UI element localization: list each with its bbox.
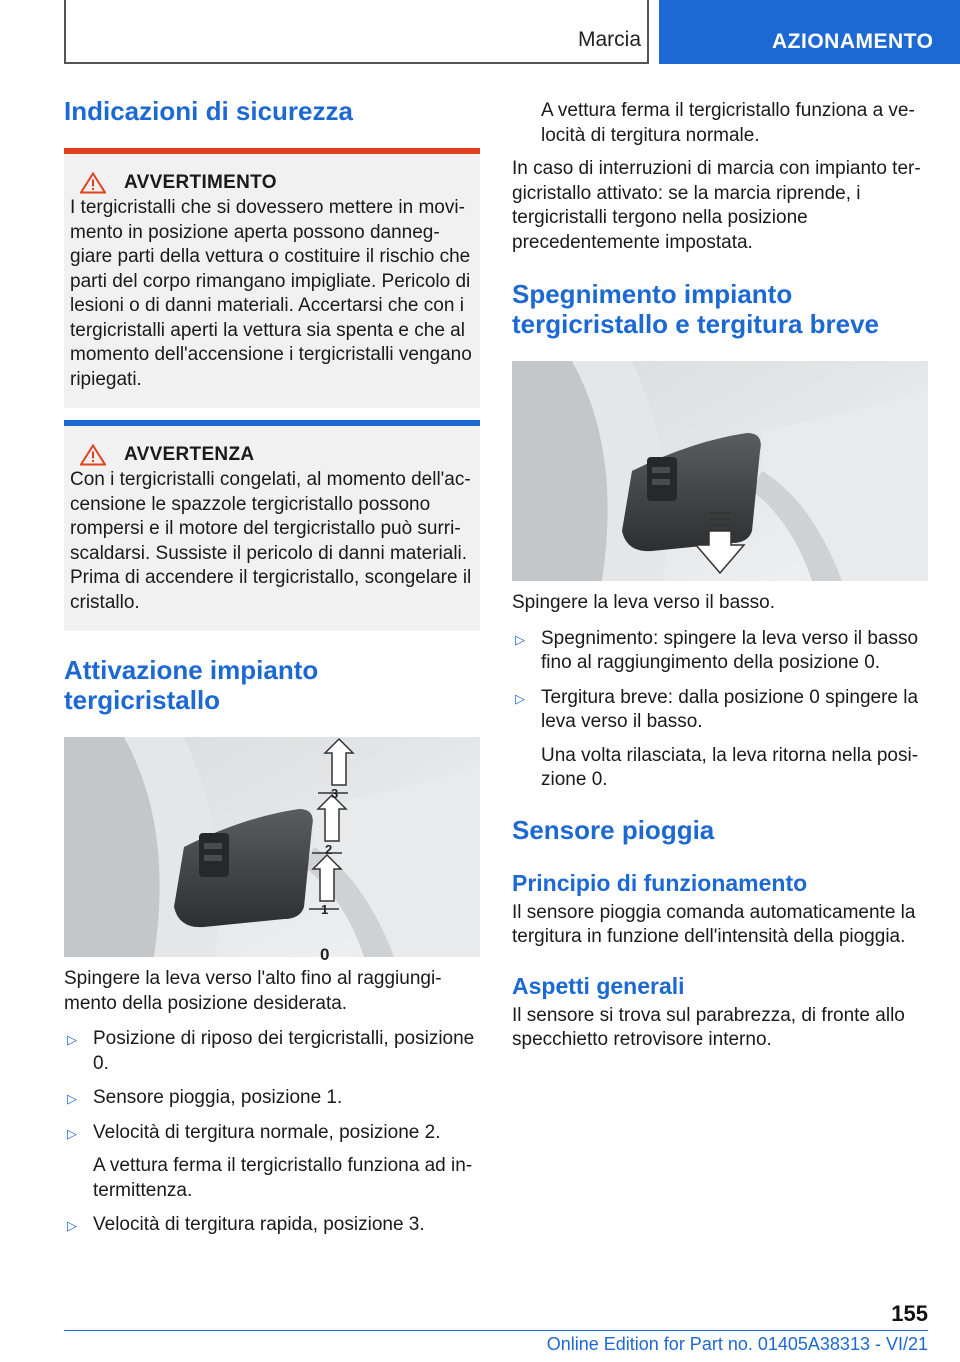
general-text: Il sensore si trova sul parabrezza, di fronte allo specchietto retrovisore interno. <box>512 1004 905 1050</box>
warning-title-row <box>70 172 474 194</box>
general-heading: Aspetti generali <box>512 972 685 999</box>
bullet-triangle-icon: ▷ <box>67 1091 77 1106</box>
right-column <box>512 96 928 1053</box>
safety-heading: Indicazioni di sicurezza <box>64 96 353 126</box>
principle-text: Il sensore pioggia comanda automaticamente la tergitura in funzione dell'intensità della pioggia. <box>512 901 916 947</box>
footer-divider <box>64 1330 928 1331</box>
lever-label-0: 0 <box>320 945 330 964</box>
footer-edition: Online Edition for Part no. 01405A38313 - VI/21 <box>546 1334 928 1354</box>
lever-up-illustration <box>64 737 480 957</box>
list-item: ▷ Tergitura breve: dalla posizione 0 spingere la leva verso il basso. <box>512 686 928 735</box>
bullet-triangle-icon: ▷ <box>67 1218 77 1233</box>
lever-label-2: 2 <box>325 842 333 857</box>
bullet-triangle-icon: ▷ <box>515 631 525 647</box>
warning-box <box>64 148 480 408</box>
header-section-tab <box>64 0 649 64</box>
caution-title: AVVERTENZA <box>124 444 255 465</box>
bullet-sub-text: A vettura ferma il tergicristallo funziona ad intermittenza. <box>93 1155 473 1201</box>
left-column <box>64 96 480 1238</box>
header-section-label: Marcia <box>577 28 641 51</box>
rain-sensor-heading: Sensore pioggia <box>512 814 715 845</box>
list-item: ▷ Sensore pioggia, posizione 1. <box>64 1086 480 1111</box>
list-item: ▷ Velocità di tergitura rapida, posizione 3. <box>64 1213 480 1238</box>
continued-sub-text: A vettura ferma il tergicristallo funziona a velocità di tergitura normale. <box>541 100 915 146</box>
interruption-text: In caso di interruzioni di marcia con impianto tergicristallo attivato: se la marcia riprende, i tergicristalli tergono nella posizione precedentemente impostata. <box>512 158 921 253</box>
list-item: ▷ Velocità di tergitura normale, posizione 2. <box>64 1121 480 1146</box>
caution-title-row <box>70 444 474 466</box>
warning-triangle-icon <box>80 172 106 194</box>
principle-heading: Principio di funzionamento <box>512 869 808 896</box>
warning-title: AVVERTIMENTO <box>124 172 277 193</box>
caution-text: Con i tergicristalli congelati, al momento dell'accensione le spazzole tergicristallo possono rompersi e il motore del tergicristallo può surriscaldarsi. Sussiste il pericolo di danni materiali. Prima di accendere il tergicristallo, scongelare il cristallo. <box>70 469 472 613</box>
bullet-triangle-icon: ▷ <box>67 1125 77 1141</box>
list-item: ▷ Posizione di riposo dei tergicristalli, posizione 0. <box>64 1027 480 1076</box>
lever-down-illustration <box>512 361 928 581</box>
lever-label-3: 3 <box>331 786 339 801</box>
caution-triangle-icon <box>80 444 106 466</box>
bullet-triangle-icon: ▷ <box>67 1032 77 1047</box>
off-sub-text: Una volta rilasciata, la leva ritorna nella posizione 0. <box>541 744 919 790</box>
bullet-triangle-icon: ▷ <box>515 690 525 706</box>
off-heading: Spegnimento impianto tergicristallo e tergitura breve <box>512 279 880 339</box>
header-chapter-tab: AZIONAMENTO <box>659 0 960 64</box>
activation-heading: Attivazione impianto tergicristallo <box>64 655 319 715</box>
warning-text: I tergicristalli che si dovessero mettere in movimento in posizione aperta possono danneggiare parti della vettura o costituire il rischio che parti del corpo rimangano impigliate. Pericolo di lesioni o di danni materiali. Accertarsi che con i tergicristalli aperti la vettura sia spenta e che al momento dell'accensione i tergicristalli vengano ripiegati. <box>70 197 472 390</box>
caution-box <box>64 420 480 631</box>
activation-intro: Spingere la leva verso l'alto fino al raggiungimento della posizione desiderata. <box>64 968 442 1014</box>
list-item: ▷ Spegnimento: spingere la leva verso il basso fino al raggiungimento della posizione 0. <box>512 627 928 676</box>
off-intro: Spingere la leva verso il basso. <box>512 592 775 613</box>
lever-label-1: 1 <box>321 902 329 917</box>
page-number: 155 <box>891 1301 928 1326</box>
